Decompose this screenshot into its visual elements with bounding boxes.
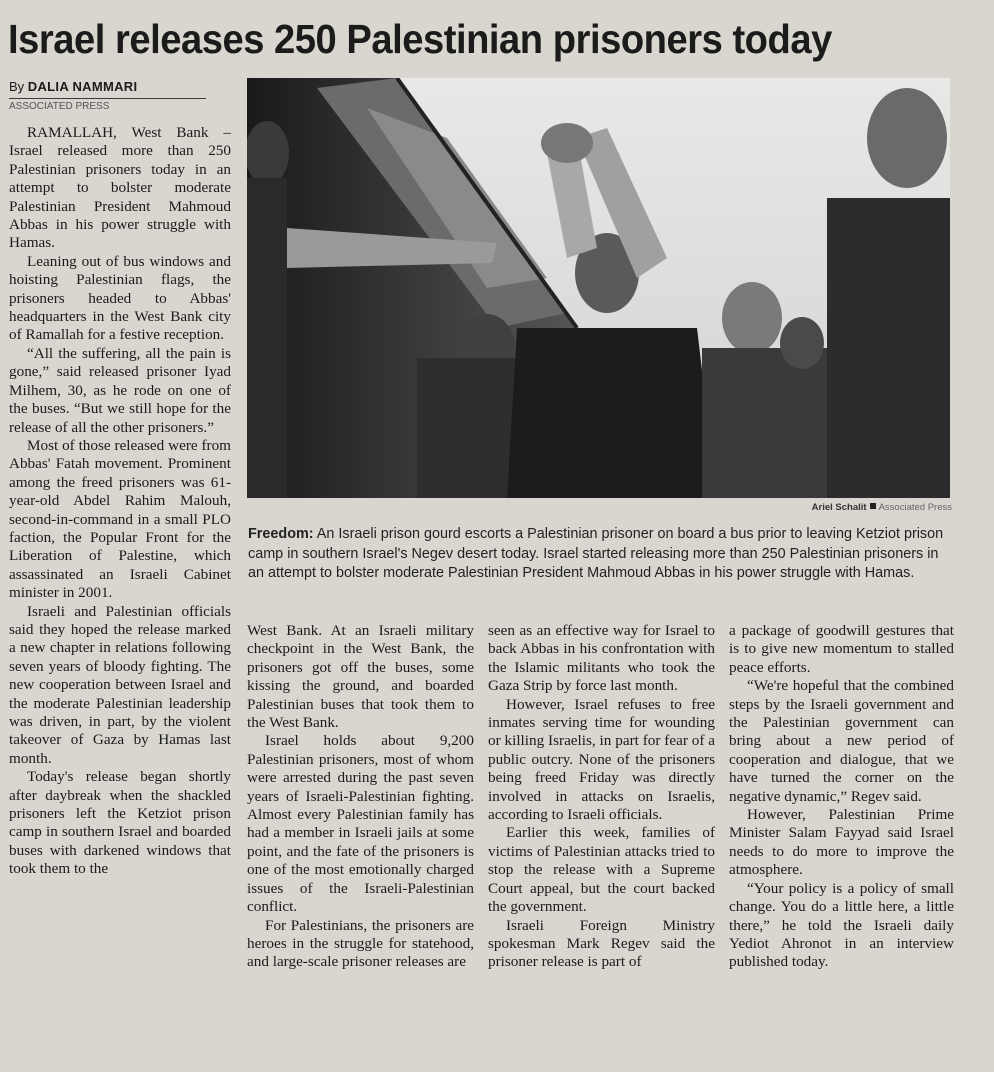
headline: Israel releases 250 Palestinian prisoners today <box>8 16 832 62</box>
paragraph: Israeli and Palestinian officials said they hoped the release marked a new chapter in relations following seven years of bloody fighting. The new cooperation between Israel and the moderate Palestinian leadership was driven, in part, by the violent takeover of Gaza by Hamas last month. <box>9 602 231 767</box>
paragraph: Earlier this week, families of victims of Palestinian attacks tried to stop the release with a Supreme Court appeal, but the court backed the government. <box>488 824 715 916</box>
paragraph: “We're hopeful that the combined steps by the Israeli government and the Palestinian government can bring about a new period of cooperation and dialogue, that we have turned the corner on the negative dynamic,” Regev said. <box>729 677 954 805</box>
news-photo <box>247 78 950 498</box>
paragraph: Most of those released were from Abbas' Fatah movement. Prominent among the freed prisoners was 61-year-old Abdel Rahim Malouh, second-in-command in a small PLO faction, the Popular Front for the Liberation of Palestine, which assassinated an Israeli Cabinet minister in 2001. <box>9 436 231 602</box>
byline <box>9 78 206 114</box>
paragraph: Israeli Foreign Ministry spokesman Mark Regev said the prisoner release is part of <box>488 916 715 971</box>
article-column-3 <box>488 622 715 972</box>
paragraph: However, Israel refuses to free inmates serving time for wounding or killing Israelis, in part for fear of a public outcry. None of the prisoners being freed Friday was directly involved in attacks on Israelis, according to Israeli officials. <box>488 695 715 824</box>
paragraph: For Palestinians, the prisoners are heroes in the struggle for statehood, and large-scale prisoner releases are <box>247 916 474 971</box>
paragraph: “All the suffering, all the pain is gone,” said released prisoner Iyad Milhem, 30, as he rode on one of the buses. “But we still hope for the release of all the other prisoners.” <box>9 344 231 436</box>
paragraph: However, Palestinian Prime Minister Salam Fayyad said Israel needs to do more to improve the atmosphere. <box>729 806 954 879</box>
news-photo-illustration <box>247 78 950 498</box>
byline-line <box>9 78 206 99</box>
byline-prefix: By <box>9 79 28 94</box>
paragraph: Today's release began shortly after daybreak when the shackled prisoners left the Ketziot prison camp in southern Israel and boarded buses with darkened windows that took them to the <box>9 768 231 878</box>
photo-credit-agency: Associated Press <box>878 502 952 513</box>
paragraph: Israel holds about 9,200 Palestinian prisoners, most of whom were arrested during the past seven years of Israeli-Palestinian fighting. Almost every Palestinian family has had a member in Israeli jails at some point, and the fate of the prisoners is one of the most emotionally charged issues of the Israeli-Palestinian conflict. <box>247 732 474 916</box>
paragraph: a package of goodwill gestures that is to give new momentum to stalled peace efforts. <box>729 622 954 676</box>
paragraph: West Bank. At an Israeli military checkpoint in the West Bank, the prisoners got off the buses, some kissing the ground, and boarded Palestinian buses that took them to the West Bank. <box>247 622 474 732</box>
byline-agency: ASSOCIATED PRESS <box>9 101 110 112</box>
paragraph: seen as an effective way for Israel to back Abbas in his confrontation with the Islamic militants who took the Gaza Strip by force last month. <box>488 622 715 695</box>
paragraph: RAMALLAH, West Bank – Israel released more than 250 Palestinian prisoners today in an attempt to bolster moderate Palestinian President Mahmoud Abbas in his power struggle with Hamas. <box>9 124 231 252</box>
photo-credit-photographer: Ariel Schalit <box>811 502 867 513</box>
caption-lead: Freedom: <box>248 526 314 542</box>
photo-credit <box>247 502 952 514</box>
paragraph: Leaning out of bus windows and hoisting Palestinian flags, the prisoners headed to Abbas' headquarters in the West Bank city of Ramallah for a festive reception. <box>9 252 231 344</box>
article-column-1 <box>9 124 231 879</box>
article-column-4 <box>729 622 954 972</box>
photo-caption <box>248 525 953 584</box>
article-column-2 <box>247 622 474 972</box>
square-bullet-icon <box>870 503 876 509</box>
byline-author: DALIA NAMMARI <box>27 79 138 94</box>
caption-text: An Israeli prison gourd escorts a Palestinian prisoner on board a bus prior to leaving Ketziot prison camp in southern Israel's Negev desert today. Israel started releasing more than 250 Palestinian prisoners in an attempt to bolster moderate Palestinian President Mahmoud Abbas in his power struggle with Hamas. <box>248 526 944 582</box>
paragraph: “Your policy is a policy of small change. You do a little here, a little there,” he told the Israeli daily Yediot Ahronot in an interview published today. <box>729 879 954 971</box>
